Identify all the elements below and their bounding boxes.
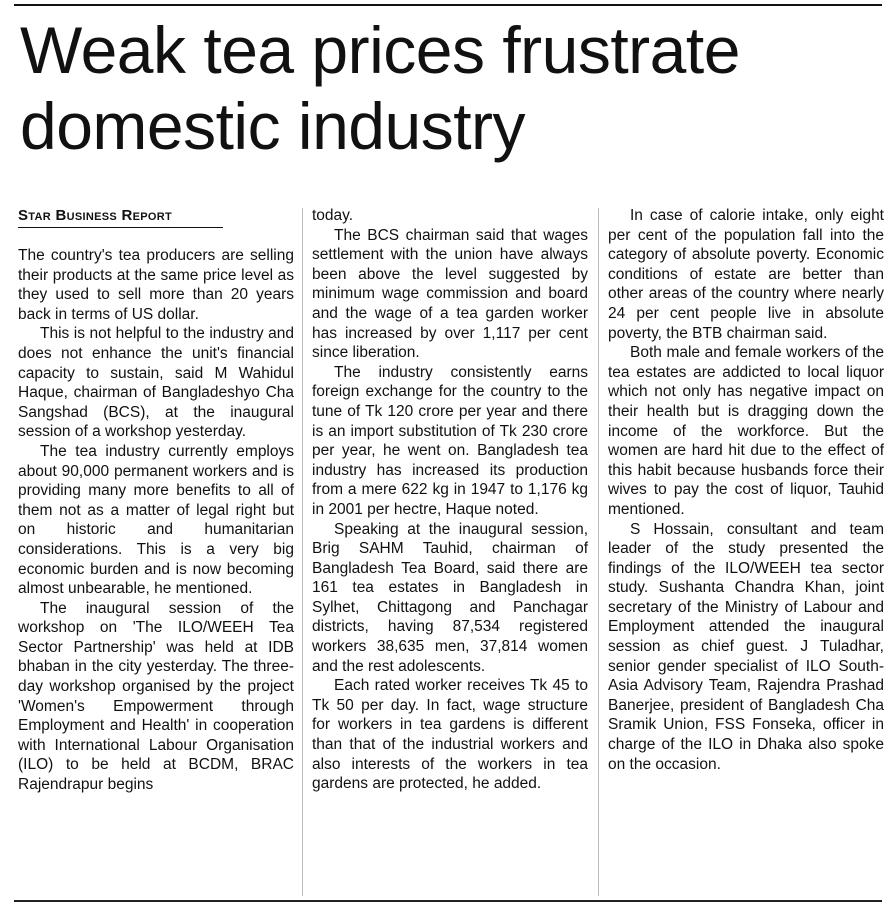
paragraph: Each rated worker receives Tk 45 to Tk 50 per day. In fact, wage structure for workers in tea gardens is different than that of the industrial workers and also interests of the workers in tea gardens are protected, he added. [312, 677, 588, 793]
column-2 [312, 206, 588, 794]
column-divider [598, 208, 599, 896]
paragraph: The BCS chairman said that wages settlement with the union have always been above the level suggested by minimum wage commission and board and the wage of a tea garden worker has increased by over 1,117 per cent since liberation. [312, 226, 588, 362]
headline: Weak tea prices frustrate domestic industry [20, 13, 740, 163]
paragraph: Both male and female workers of the tea estates are addicted to local liquor which not only has negative impact on their health but is dragging down the income of the workforce. But the women are hard hit due to the effect of this habit because husbands force their wives to pay the cost of liquor, Tauhid mentioned. [608, 344, 884, 518]
paragraph: Speaking at the inaugural session, Brig SAHM Tauhid, chairman of Bangladesh Tea Board, said there are 161 tea estates in Bangladesh in Sylhet, Chittagong and Panchagar districts, having 87,534 registered workers 38,635 men, 37,814 women and the rest adolescents. [312, 520, 588, 675]
paragraph: today. [312, 207, 354, 224]
column-divider [302, 208, 303, 896]
paragraph: The industry consistently earns foreign exchange for the country to the tune of Tk 120 crore per year and there is an import substitution of Tk 230 crore per year, he went on. Bangladesh tea industry has increased its production from a mere 622 kg in 1947 to 1,176 kg in 2001 per hectre, Haque noted. [312, 363, 588, 518]
bottom-rule [14, 900, 882, 902]
column-3 [608, 206, 884, 774]
paragraph: The country's tea producers are selling their products at the same price level as they used to sell more than 20 years back in terms of US dollar. [18, 247, 294, 323]
paragraph: The tea industry currently employs about 90,000 permanent workers and is providing many more benefits to all of them not as a matter of legal right but on historic and humanitarian considerations. This is a very big economic burden and is now becoming almost unbearable, he mentioned. [18, 442, 294, 598]
paragraph: In case of calorie intake, only eight per cent of the population fall into the category of absolute poverty. Economic conditions of estate are better than other areas of the country where nearly 24 per cent people live in absolute poverty, the BTB chairman said. [608, 207, 884, 342]
byline: Star Business Report [18, 206, 223, 228]
paragraph: The inaugural session of the workshop on 'The ILO/WEEH Tea Sector Partnership' was held at IDB bhaban in the city yesterday. The three-day workshop organised by the project 'Women's Empowerment through Employment and Health' in cooperation with International Labour Organisation (ILO) to be held at BCDM, BRAC Rajendrapur begins [18, 599, 294, 794]
paragraph: S Hossain, consultant and team leader of the study presented the findings of the ILO/WEEH tea sector study. Sushanta Chandra Khan, joint secretary of the Ministry of Labour and Employment attended the inaugural session as chief guest. J Tuladhar, senior gender specialist of ILO South-Asia Advisory Team, Rajendra Prashad Banerjee, president of Bangladesh Cha Sramik Union, FSS Fonseka, officer in charge of the ILO in Dhaka also spoke on the occasion. [608, 520, 884, 773]
column-1 [18, 206, 294, 795]
top-rule [14, 4, 882, 6]
paragraph: This is not helpful to the industry and does not enhance the unit's financial capacity to sustain, said M Wahidul Haque, chairman of Bangladeshyo Cha Sangshad (BCS), at the inaugural session of a workshop yesterday. [18, 325, 294, 441]
